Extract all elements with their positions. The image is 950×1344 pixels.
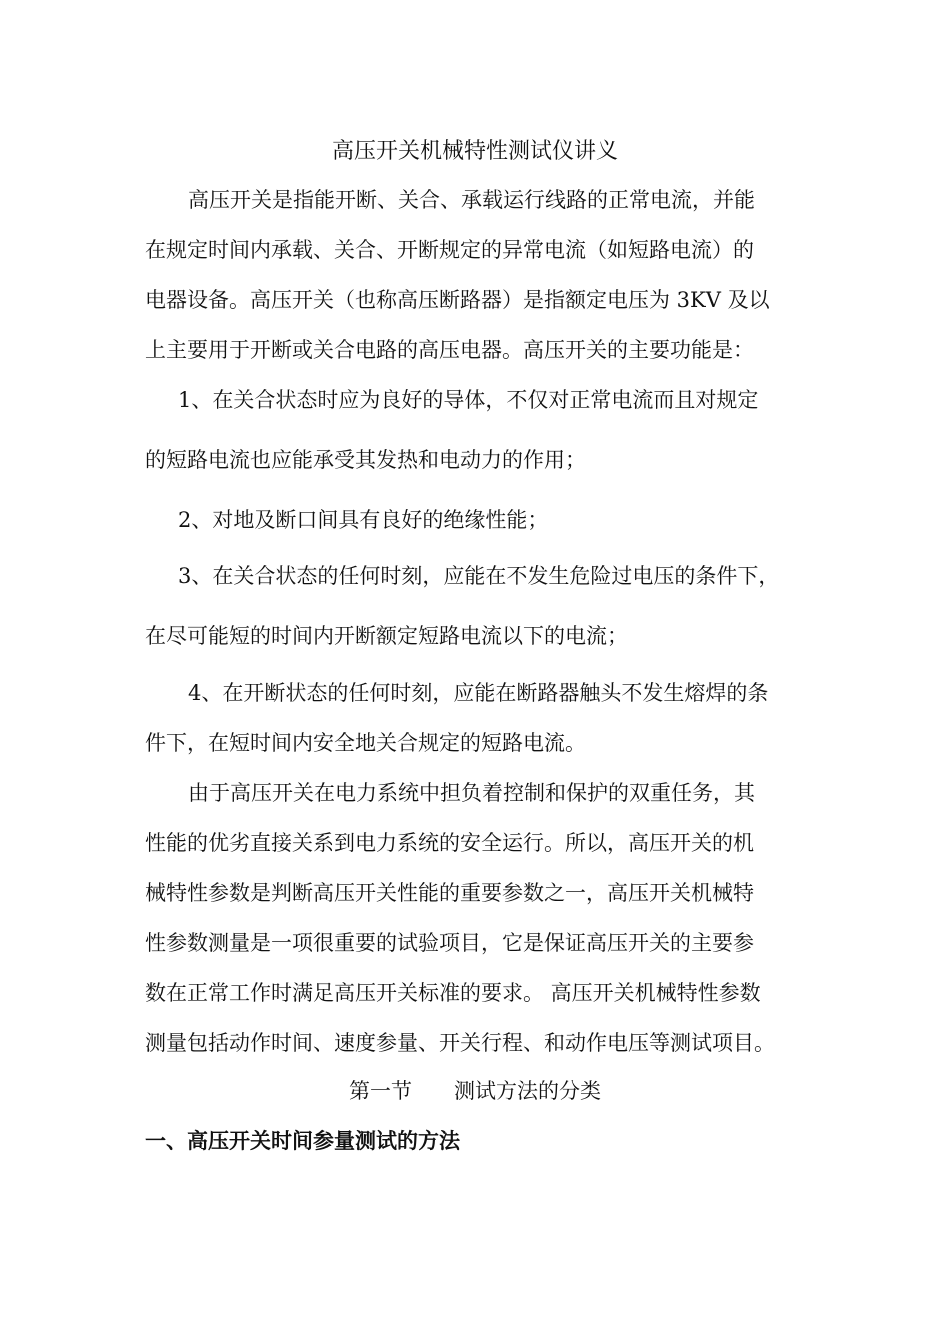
document-title: 高压开关机械特性测试仪讲义: [331, 139, 618, 164]
function-4-line-1: 4、在开断状态的任何时刻，应能在断路器触头不发生熔焊的条: [188, 681, 769, 705]
intro-line-1: 高压开关是指能开断、关合、承载运行线路的正常电流，并能: [188, 188, 755, 212]
function-2: 2、对地及断口间具有良好的绝缘性能；: [178, 508, 549, 532]
function-1-line-2: 的短路电流也应能承受其发热和电动力的作用；: [145, 448, 586, 472]
body-line-2: 性能的优劣直接关系到电力系统的安全运行。所以，高压开关的机: [145, 831, 754, 855]
function-1-line-1: 1、在关合状态时应为良好的导体，不仅对正常电流而且对规定: [178, 388, 759, 412]
intro-line-2: 在规定时间内承载、关合、开断规定的异常电流（如短路电流）的: [145, 238, 754, 262]
section-heading: 第一节 测试方法的分类: [349, 1079, 601, 1103]
body-line-3: 械特性参数是判断高压开关性能的重要参数之一，高压开关机械特: [145, 881, 754, 905]
function-3-line-2: 在尽可能短的时间内开断额定短路电流以下的电流；: [145, 624, 628, 648]
body-line-5: 数在正常工作时满足高压开关标准的要求。 高压开关机械特性参数: [145, 981, 761, 1005]
intro-line-3: 电器设备。高压开关（也称高压断路器）是指额定电压为 3KV 及以: [145, 288, 770, 312]
body-line-1: 由于高压开关在电力系统中担负着控制和保护的双重任务，其: [188, 781, 755, 805]
function-3-line-1: 3、在关合状态的任何时刻，应能在不发生危险过电压的条件下，: [178, 564, 780, 588]
subsection-heading: 一、高压开关时间参量测试的方法: [145, 1128, 460, 1153]
body-line-4: 性参数测量是一项很重要的试验项目，它是保证高压开关的主要参: [145, 931, 754, 955]
intro-line-4: 上主要用于开断或关合电路的高压电器。高压开关的主要功能是：: [145, 338, 754, 362]
function-4-line-2: 件下，在短时间内安全地关合规定的短路电流。: [145, 731, 586, 755]
body-line-6: 测量包括动作时间、速度参量、开关行程、和动作电压等测试项目。: [145, 1031, 775, 1055]
